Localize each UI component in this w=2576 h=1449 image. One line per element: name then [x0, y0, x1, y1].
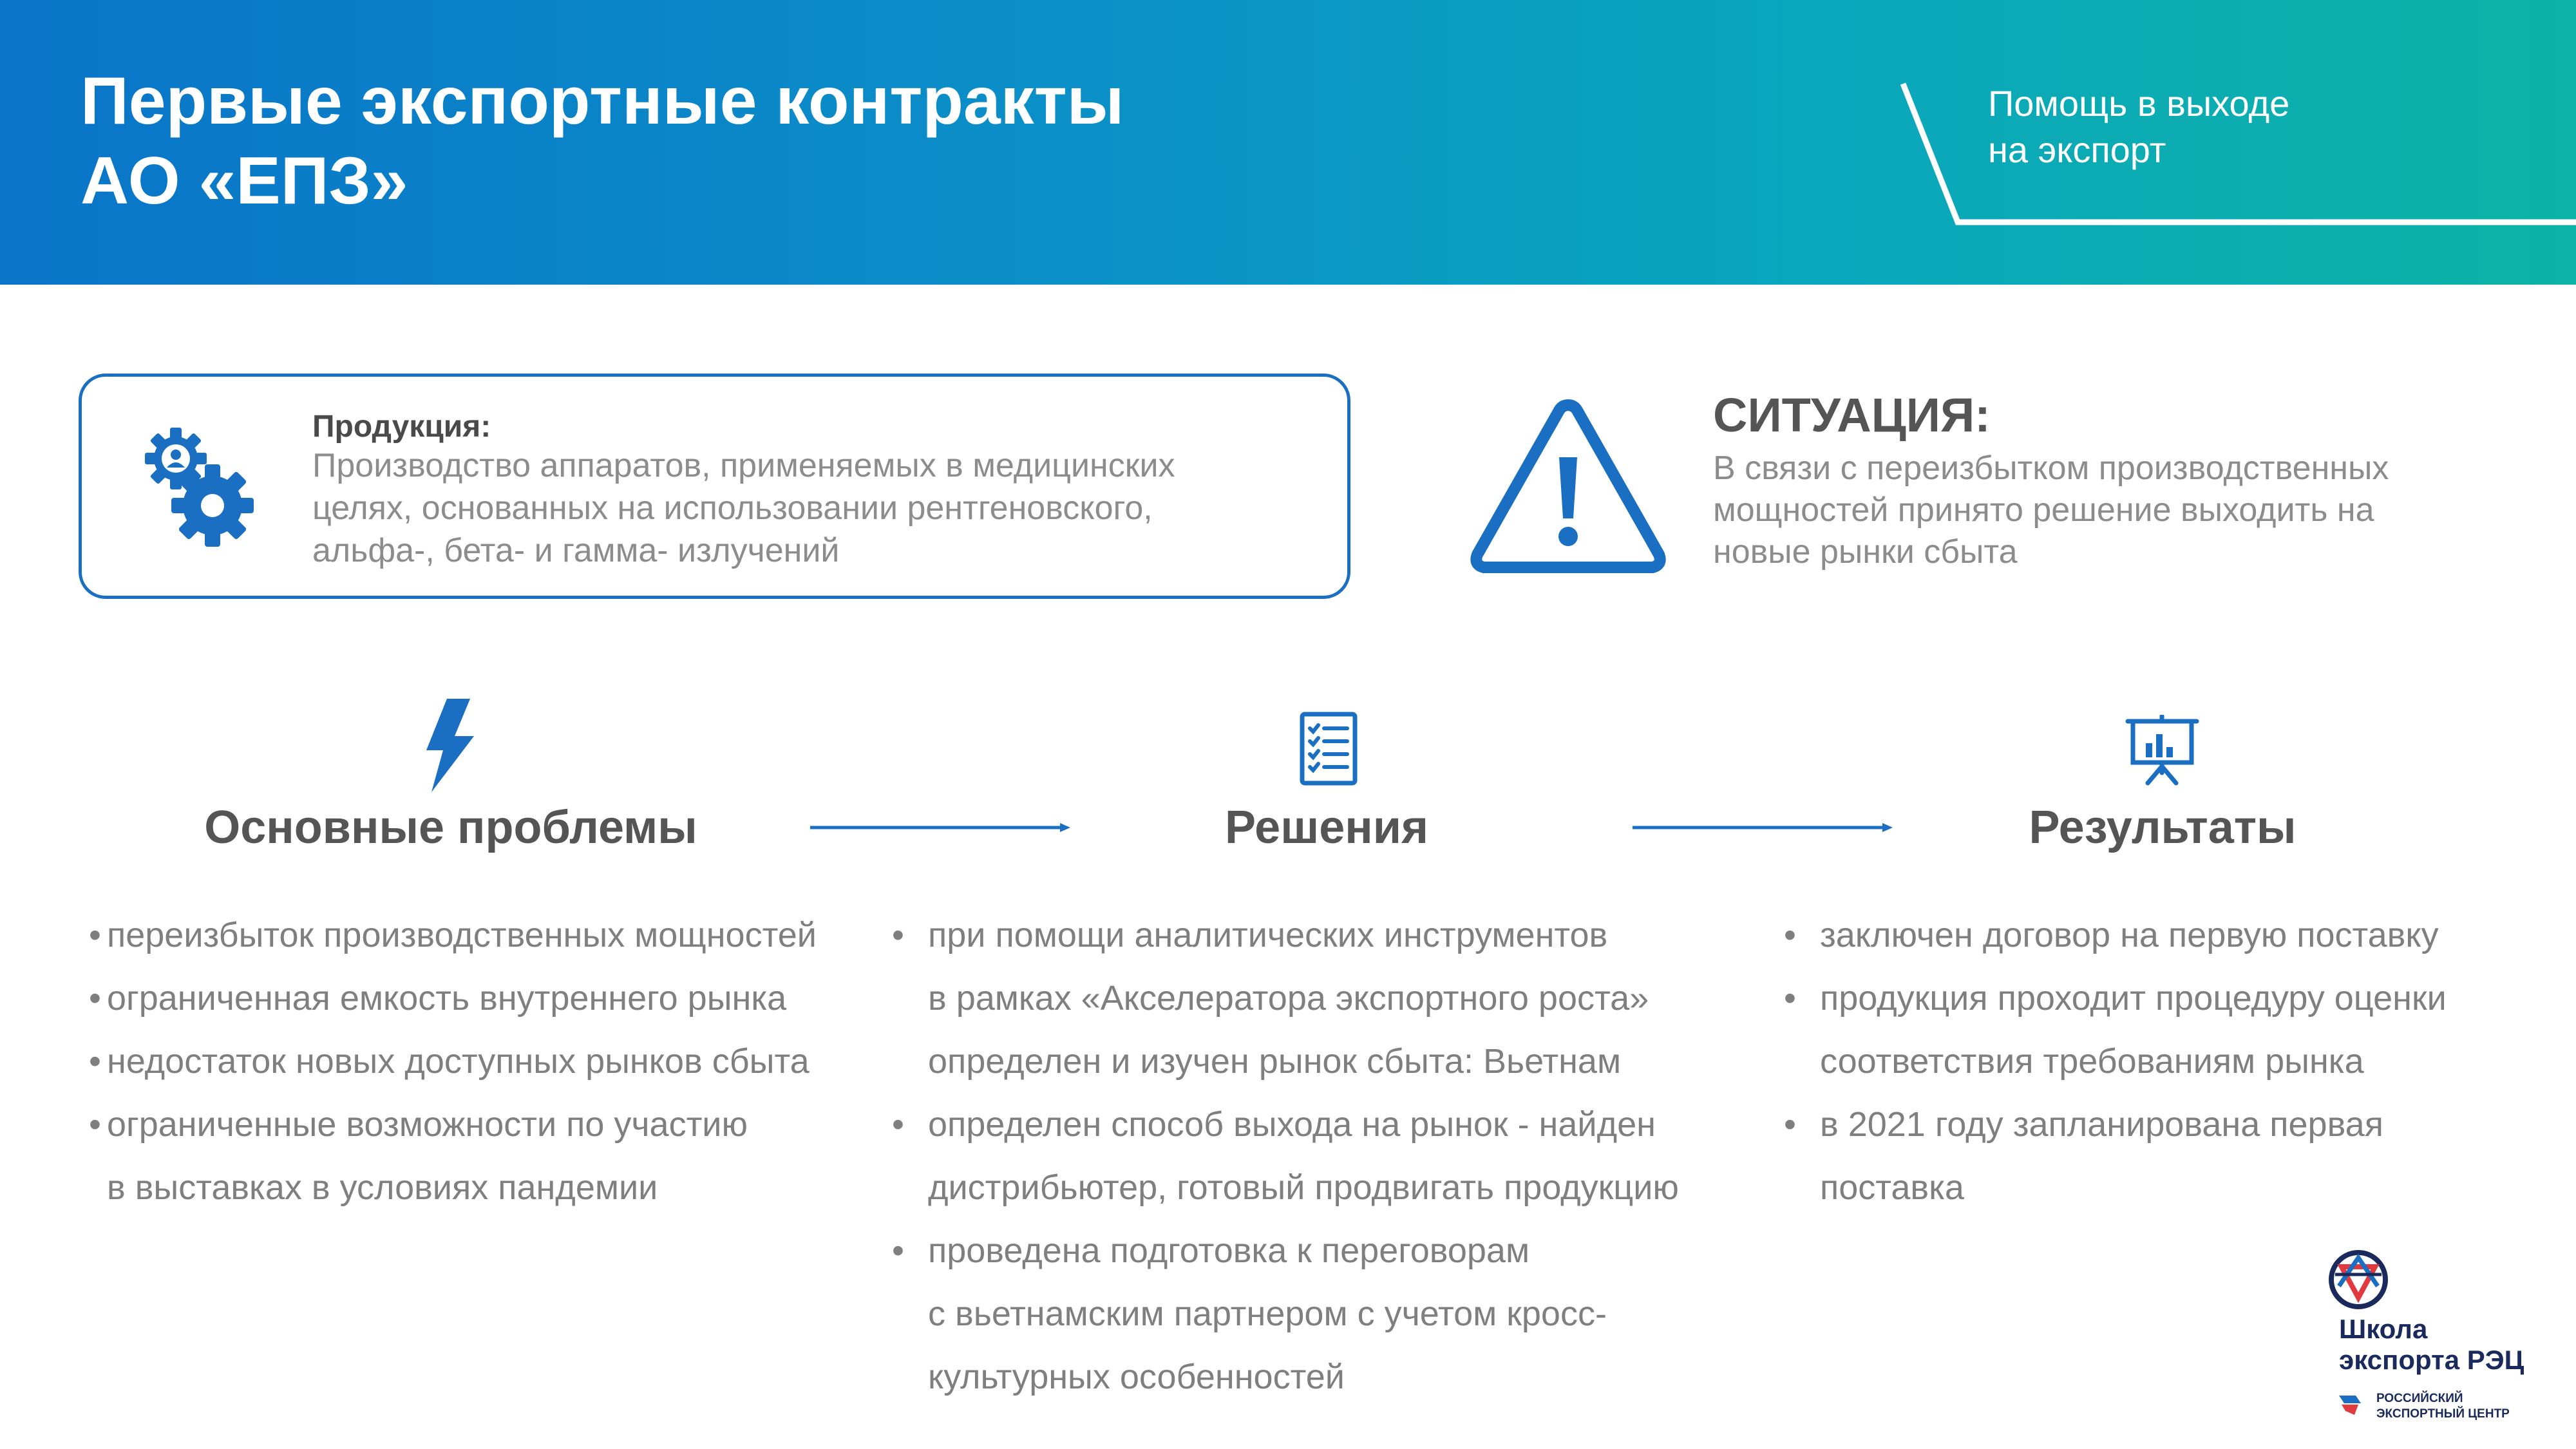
situation-line-1: В связи с переизбытком производственных	[1713, 450, 2389, 487]
list-item: • продукция проходит процедуру оценки	[1784, 967, 2557, 1030]
list-item-continuation	[892, 967, 1729, 1030]
checklist-icon	[1300, 712, 1358, 786]
title-line-1: Первые экспортные контракты	[80, 64, 1124, 138]
list-item-text: соответствия требованиям рынка	[1820, 1042, 2364, 1081]
list-item-text: в рамках «Акселератора экспортного роста»	[928, 979, 1649, 1018]
solutions-title: Решения	[1224, 802, 1429, 853]
logo-line-2: экспорта РЭЦ	[2339, 1345, 2524, 1375]
list-item-continuation	[89, 1156, 894, 1219]
list-item: • ограниченная емкость внутреннего рынка	[89, 967, 894, 1030]
results-title: Результаты	[2029, 802, 2297, 853]
logo-sub-line-2: ЭКСПОРТНЫЙ ЦЕНТР	[2376, 1407, 2510, 1421]
title-line-2: АО «ЕПЗ»	[80, 144, 408, 218]
list-item-continuation	[1784, 1030, 2557, 1093]
list-item: • проведена подготовка к переговорам	[892, 1219, 1729, 1282]
list-item-continuation	[892, 1345, 1729, 1408]
list-item: • недостаток новых доступных рынков сбыта	[89, 1030, 894, 1093]
situation-line-2: мощностей принято решение выходить на	[1713, 491, 2374, 529]
presentation-chart-icon	[2125, 715, 2199, 786]
list-item: • при помощи аналитических инструментов	[892, 904, 1729, 967]
list-item: • ограниченные возможности по участию	[89, 1093, 894, 1156]
list-item: • переизбыток производственных мощностей	[89, 904, 894, 967]
list-item-text: поставка	[1820, 1168, 1964, 1207]
list-item-text: в выставках в условиях пандемии	[107, 1168, 658, 1207]
solutions-list	[892, 904, 1729, 1408]
problems-list	[89, 904, 894, 1219]
list-item-text: определен и изучен рынок сбыта: Вьетнам	[928, 1042, 1622, 1081]
list-item-text: дистрибьютер, готовый продвигать продукцию	[928, 1168, 1679, 1207]
header-note	[1988, 80, 2439, 173]
product-line-2: целях, основанных на использовании рентгеновского,	[312, 489, 1153, 527]
situation-title: СИТУАЦИЯ:	[1713, 388, 1991, 442]
header-note-line-2: на экспорт	[1988, 129, 2166, 170]
product-line-1: Производство аппаратов, применяемых в медицинских	[312, 447, 1175, 484]
arrow-solutions-to-results	[1633, 818, 1893, 837]
list-item-continuation	[892, 1030, 1729, 1093]
page-title	[80, 61, 1368, 221]
header-note-line-1: Помощь в выходе	[1988, 83, 2290, 124]
list-item-text: с вьетнамским партнером с учетом кросс-	[928, 1294, 1607, 1333]
list-item: • в 2021 году запланирована первая	[1784, 1093, 2557, 1156]
logo-line-1: Школа	[2339, 1314, 2428, 1344]
results-list	[1784, 904, 2557, 1219]
product-label: Продукция:	[312, 410, 491, 444]
list-item: • определен способ выхода на рынок - найден	[892, 1093, 1729, 1156]
list-item-continuation	[892, 1282, 1729, 1345]
situation-line-3: новые рынки сбыта	[1713, 533, 2018, 571]
logo-title	[2339, 1314, 2571, 1376]
list-item-text: культурных особенностей	[928, 1358, 1345, 1396]
gears-icon	[140, 425, 256, 547]
list-item: • заключен договор на первую поставку	[1784, 904, 2557, 967]
list-item-continuation	[892, 1156, 1729, 1219]
problems-title: Основные проблемы	[204, 802, 697, 853]
lightning-icon	[425, 699, 477, 792]
situation-description	[1713, 448, 2486, 573]
logo-subtitle	[2376, 1391, 2570, 1422]
product-description	[312, 444, 1317, 572]
warning-icon	[1468, 396, 1668, 576]
list-item-continuation	[1784, 1156, 2557, 1219]
product-line-3: альфа-, бета- и гамма- излучений	[312, 532, 840, 569]
arrow-problems-to-solutions	[810, 818, 1071, 837]
logo-sub-line-1: РОССИЙСКИЙ	[2376, 1392, 2463, 1405]
